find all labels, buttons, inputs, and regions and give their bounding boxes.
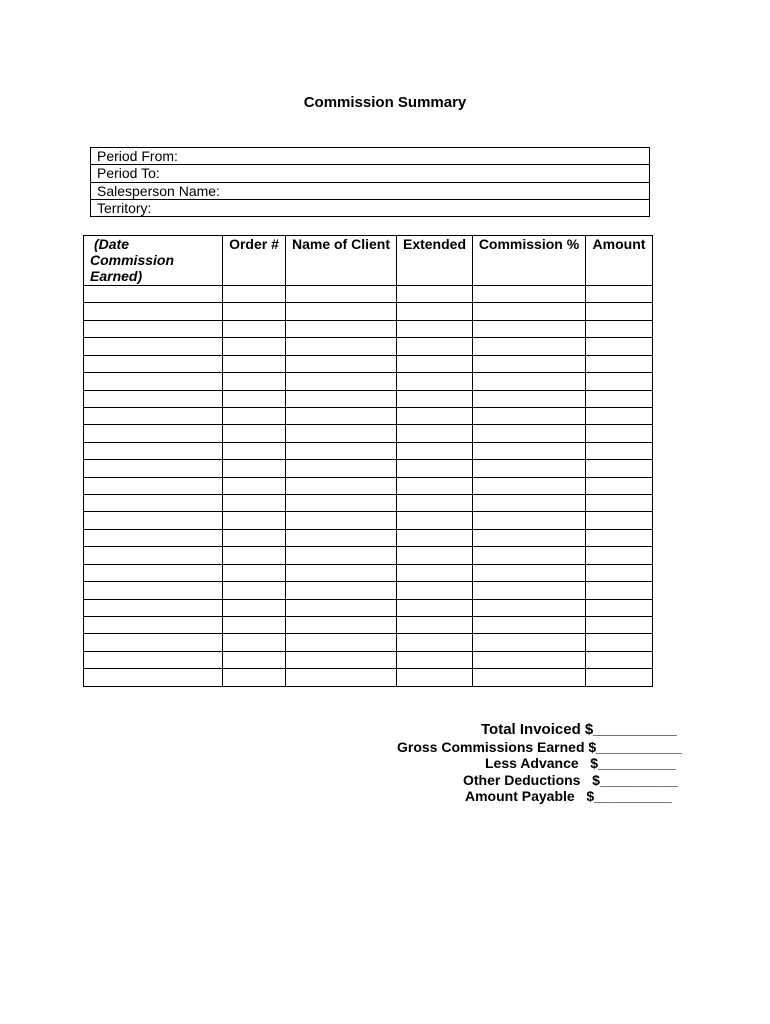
order-cell: [223, 373, 285, 389]
client-cell: [286, 391, 396, 407]
extended-cell: [397, 460, 472, 476]
client-cell: [286, 425, 396, 441]
commission-pct-cell: [473, 547, 585, 563]
date-cell: [84, 286, 222, 302]
client-cell: [286, 408, 396, 424]
client-cell: [286, 373, 396, 389]
commission-pct-cell: [473, 373, 585, 389]
extended-cell: [397, 391, 472, 407]
date-cell: [84, 600, 222, 616]
extended-cell: [397, 443, 472, 459]
date-cell: [84, 425, 222, 441]
amount-payable-line: Amount Payable $__________: [465, 788, 673, 804]
extended-cell: [397, 565, 472, 581]
order-cell: [223, 669, 285, 685]
order-cell: [223, 530, 285, 546]
extended-cell: [397, 512, 472, 528]
amount-cell: [586, 425, 652, 441]
amount-cell: [586, 373, 652, 389]
date-header-line: (Date: [94, 236, 130, 252]
extended-cell: [397, 408, 472, 424]
client-cell: [286, 547, 396, 563]
extended-cell: [397, 373, 472, 389]
amount-cell: [586, 478, 652, 494]
order-cell: [223, 408, 285, 424]
commission-pct-cell: [473, 652, 585, 668]
extended-cell: [397, 338, 472, 354]
date-cell: [84, 391, 222, 407]
amount-cell: [586, 338, 652, 354]
extended-cell: [397, 356, 472, 372]
client-name-header: Name of Client: [286, 236, 396, 285]
date-cell: [84, 617, 222, 633]
date-cell: [84, 634, 222, 650]
commission-pct-cell: [473, 600, 585, 616]
extended-cell: [397, 303, 472, 319]
client-cell: [286, 669, 396, 685]
commission-percent-header: Commission %: [473, 236, 585, 285]
amount-cell: [586, 356, 652, 372]
client-cell: [286, 582, 396, 598]
extended-cell: [397, 478, 472, 494]
client-cell: [286, 600, 396, 616]
date-header-line: Earned): [90, 268, 143, 284]
less-advance-line: Less Advance $__________: [485, 755, 676, 771]
amount-cell: [586, 652, 652, 668]
date-cell: [84, 530, 222, 546]
amount-cell: [586, 547, 652, 563]
commission-pct-cell: [473, 495, 585, 511]
commission-pct-cell: [473, 512, 585, 528]
commission-pct-cell: [473, 460, 585, 476]
date-cell: [84, 547, 222, 563]
date-cell: [84, 303, 222, 319]
amount-cell: [586, 443, 652, 459]
commission-pct-cell: [473, 582, 585, 598]
date-cell: [84, 582, 222, 598]
client-cell: [286, 530, 396, 546]
extended-cell: [397, 652, 472, 668]
commission-pct-cell: [473, 565, 585, 581]
date-cell: [84, 321, 222, 337]
client-cell: [286, 512, 396, 528]
amount-cell: [586, 495, 652, 511]
territory-field: Territory:: [97, 199, 152, 216]
order-cell: [223, 478, 285, 494]
commission-pct-cell: [473, 669, 585, 685]
order-cell: [223, 303, 285, 319]
client-cell: [286, 634, 396, 650]
commission-pct-cell: [473, 356, 585, 372]
amount-cell: [586, 321, 652, 337]
extended-cell: [397, 600, 472, 616]
order-number-header: Order #: [223, 236, 285, 285]
commission-pct-cell: [473, 338, 585, 354]
date-cell: [84, 478, 222, 494]
total-invoiced-line: Total Invoiced $__________: [481, 721, 677, 738]
extended-cell: [397, 582, 472, 598]
extended-cell: [397, 634, 472, 650]
commission-pct-cell: [473, 443, 585, 459]
client-cell: [286, 443, 396, 459]
extended-cell: [397, 321, 472, 337]
order-cell: [223, 338, 285, 354]
client-cell: [286, 495, 396, 511]
order-cell: [223, 600, 285, 616]
order-cell: [223, 652, 285, 668]
order-cell: [223, 460, 285, 476]
commission-pct-cell: [473, 617, 585, 633]
order-cell: [223, 356, 285, 372]
amount-cell: [586, 286, 652, 302]
date-cell: [84, 512, 222, 528]
amount-cell: [586, 669, 652, 685]
extended-cell: [397, 530, 472, 546]
order-cell: [223, 321, 285, 337]
extended-cell: [397, 547, 472, 563]
period-to-field: Period To:: [91, 165, 649, 182]
client-cell: [286, 478, 396, 494]
client-cell: [286, 617, 396, 633]
commission-pct-cell: [473, 391, 585, 407]
amount-cell: [586, 303, 652, 319]
order-cell: [223, 617, 285, 633]
client-cell: [286, 303, 396, 319]
order-cell: [223, 286, 285, 302]
commission-pct-cell: [473, 478, 585, 494]
page-title: Commission Summary: [303, 94, 467, 111]
amount-cell: [586, 617, 652, 633]
order-cell: [223, 582, 285, 598]
extended-cell: [397, 617, 472, 633]
order-cell: [223, 565, 285, 581]
commission-pct-cell: [473, 303, 585, 319]
amount-cell: [586, 530, 652, 546]
date-cell: [84, 652, 222, 668]
order-cell: [223, 425, 285, 441]
commission-pct-cell: [473, 530, 585, 546]
extended-cell: [397, 495, 472, 511]
commission-table: [83, 235, 653, 687]
client-cell: [286, 356, 396, 372]
amount-cell: [586, 512, 652, 528]
order-cell: [223, 634, 285, 650]
amount-header: Amount: [586, 236, 652, 285]
order-cell: [223, 443, 285, 459]
commission-pct-cell: [473, 425, 585, 441]
client-cell: [286, 460, 396, 476]
date-cell: [84, 408, 222, 424]
amount-cell: [586, 634, 652, 650]
commission-pct-cell: [473, 408, 585, 424]
extended-cell: [397, 669, 472, 685]
commission-pct-cell: [473, 634, 585, 650]
amount-cell: [586, 600, 652, 616]
order-cell: [223, 495, 285, 511]
order-cell: [223, 391, 285, 407]
client-cell: [286, 286, 396, 302]
date-cell: [84, 565, 222, 581]
period-from-field: Period From:: [91, 148, 649, 165]
date-cell: [84, 443, 222, 459]
amount-cell: [586, 460, 652, 476]
order-cell: [223, 512, 285, 528]
commission-pct-cell: [473, 321, 585, 337]
amount-cell: [586, 408, 652, 424]
commission-pct-cell: [473, 286, 585, 302]
salesperson-name-field: Salesperson Name:: [91, 183, 649, 200]
amount-cell: [586, 391, 652, 407]
extended-cell: [397, 425, 472, 441]
date-cell: [84, 356, 222, 372]
extended-cell: [397, 286, 472, 302]
amount-cell: [586, 565, 652, 581]
date-cell: [84, 338, 222, 354]
order-cell: [223, 547, 285, 563]
client-cell: [286, 321, 396, 337]
client-cell: [286, 338, 396, 354]
gross-commissions-earned-line: Gross Commissions Earned $___________: [397, 739, 682, 755]
date-commission-earned-header: [84, 236, 222, 285]
date-cell: [84, 669, 222, 685]
period-info-box: [90, 147, 650, 217]
date-header-line: Commission: [90, 252, 175, 268]
date-cell: [84, 495, 222, 511]
extended-header: Extended: [397, 236, 472, 285]
client-cell: [286, 652, 396, 668]
date-cell: [84, 460, 222, 476]
client-cell: [286, 565, 396, 581]
other-deductions-line: Other Deductions $__________: [463, 772, 678, 788]
amount-cell: [586, 582, 652, 598]
date-cell: [84, 373, 222, 389]
